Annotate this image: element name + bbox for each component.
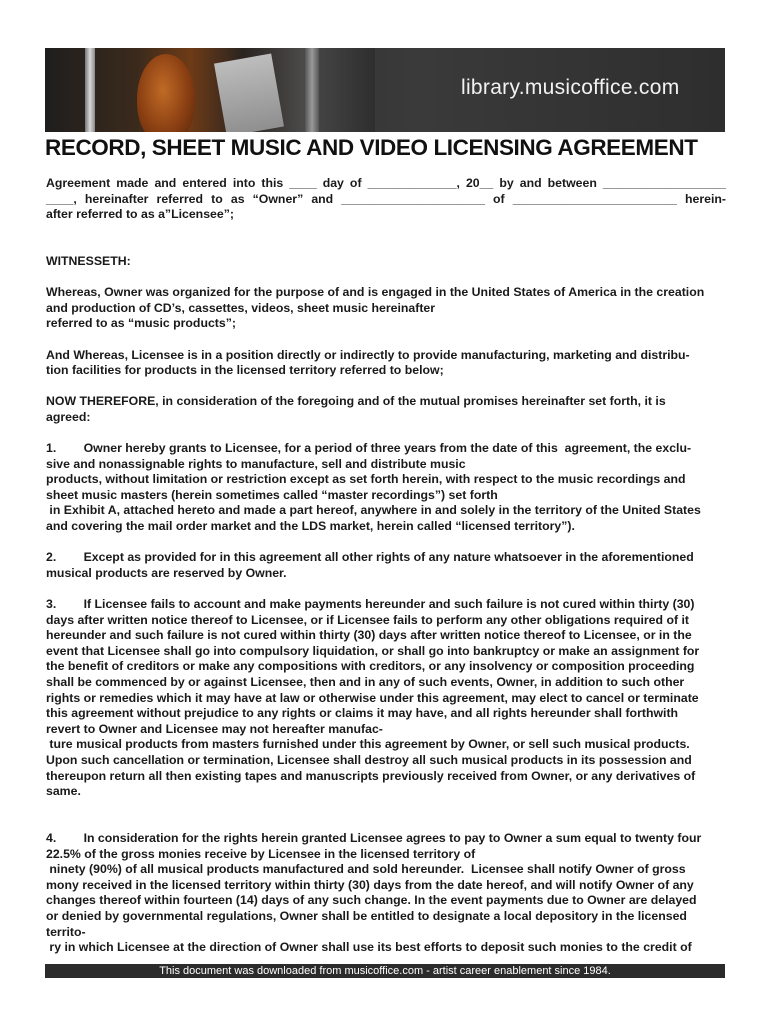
clause-line: Upon such cancellation or termination, Licensee shall destroy all such musical products in its possession and [46,752,692,767]
clause-line: sive and nonassignable rights to manufacture, sell and distribute music [46,456,466,471]
clause-line: revert to Owner and Licensee may not hereafter manufac- [46,721,383,736]
clause-line: 1. Owner hereby grants to Licensee, for a period of three years from the date of this agreement, the exclu- [46,441,692,456]
clause-4 [46,831,726,956]
paragraph-line: agreed: [46,409,91,424]
whereas-paragraph-2 [46,348,726,379]
clause-line: the benefit of creditors or make any compositions with creditors, or any insolvency or composition proceeding [46,659,695,674]
clause-3 [46,597,726,800]
intro-line: ____, hereinafter referred to as “Owner” and _____________________ of ________________________ herein- [46,191,726,206]
document-title: RECORD, SHEET MUSIC AND VIDEO LICENSING AGREEMENT [45,135,698,160]
paragraph-line: NOW THEREFORE, in consideration of the foregoing and of the mutual promises hereinafter set forth, it is [46,394,666,409]
clause-line: thereupon return all then existing tapes and manuscripts previously received from Owner, or any derivatives of [46,768,696,783]
intro-paragraph [46,176,726,223]
sheet-music-graphic [214,54,284,132]
paragraph-line: And Whereas, Licensee is in a position directly or indirectly to provide manufacturing, marketing and distribu- [46,347,690,362]
clause-line: and covering the mail order market and the LDS market, herein called “licensed territory”). [46,519,575,534]
site-url[interactable]: library.musicoffice.com [461,76,680,99]
clause-line: sheet music masters (herein sometimes called “master recordings”) set forth [46,487,498,502]
whereas-paragraph-1 [46,285,726,332]
clause-line: ture musical products from masters furnished under this agreement by Owner, or sell such musical products. [46,737,690,752]
now-therefore-paragraph [46,394,726,425]
clause-line: event that Licensee shall go into compulsory liquidation, or shall go into bankruptcy or make an assignment for [46,643,700,658]
clause-line: ninety (90%) of all musical products manufactured and sold hereunder. Licensee shall notify Owner of gross [46,862,686,877]
clause-line: mony received in the licensed territory within thirty (30) days from the date hereof, and will notify Owner of any [46,877,694,892]
violin-graphic [137,54,195,132]
paragraph-line: and production of CD’s, cassettes, videos, sheet music hereinafter [46,300,436,315]
intro-line: after referred to as a”Licensee”; [46,207,234,222]
paragraph-line: tion facilities for products in the licensed territory referred to below; [46,363,444,378]
clause-line: 3. If Licensee fails to account and make payments hereunder and such failure is not cured within thirty (30) [46,597,695,612]
paragraph-line: referred to as “music products”; [46,316,236,331]
clause-line: 2. Except as provided for in this agreement all other rights of any nature whatsoever in the aforementioned [46,550,694,565]
clause-line: same. [46,784,81,799]
clause-line: rights or remedies which it may have at law or otherwise under this agreement, may elect to cancel or terminate [46,690,699,705]
clause-line: in Exhibit A, attached hereto and made a part hereof, anywhere in and solely in the territory of the United States [46,503,701,518]
clause-line: hereunder and such failure is not cured within thirty (30) days after written notice thereof to Licensee, or in the [46,628,692,643]
guitar-neck-graphic [85,48,95,132]
clause-line: ry in which Licensee at the direction of Owner shall use its best efforts to deposit such monies to the credit of [46,940,692,955]
clause-1 [46,441,726,535]
intro-line: Agreement made and entered into this ____ day of _____________, 20__ by and between __________________ [46,176,726,190]
witnesseth-heading: WITNESSETH: [46,253,131,268]
paragraph-line: Whereas, Owner was organized for the purpose of and is engaged in the United States of America in the creation [46,285,705,300]
document-body [46,176,726,971]
instruments-photo [45,48,375,132]
clause-2 [46,550,726,581]
clause-line: shall be commenced by or against Licensee, then and in any of such events, Owner, in addition to such other [46,675,685,689]
clause-line: or denied by governmental regulations, Owner shall be entitled to designate a local depository in the licensed [46,908,687,923]
header-banner [45,48,725,132]
microphone-stand-graphic [305,48,319,132]
clause-line: changes thereof within fourteen (14) days of any such change. In the event payments due to Owner are delayed [46,893,697,908]
clause-line: days after written notice thereof to Licensee, or if Licensee fails to perform any other obligations required of it [46,612,689,627]
clause-line: musical products are reserved by Owner. [46,565,287,580]
clause-line: this agreement without prejudice to any rights or claims it may have, and all rights hereunder shall forthwith [46,706,679,721]
clause-line: 22.5% of the gross monies receive by Licensee in the licensed territory of [46,846,476,861]
clause-line: territo- [46,924,86,939]
clause-line: products, without limitation or restriction except as set forth herein, with respect to the music recordings and [46,472,686,487]
clause-line: 4. In consideration for the rights herein granted Licensee agrees to pay to Owner a sum equal to twenty four [46,830,702,845]
download-footer: This document was downloaded from musicoffice.com - artist career enablement since 1984. [45,964,725,978]
